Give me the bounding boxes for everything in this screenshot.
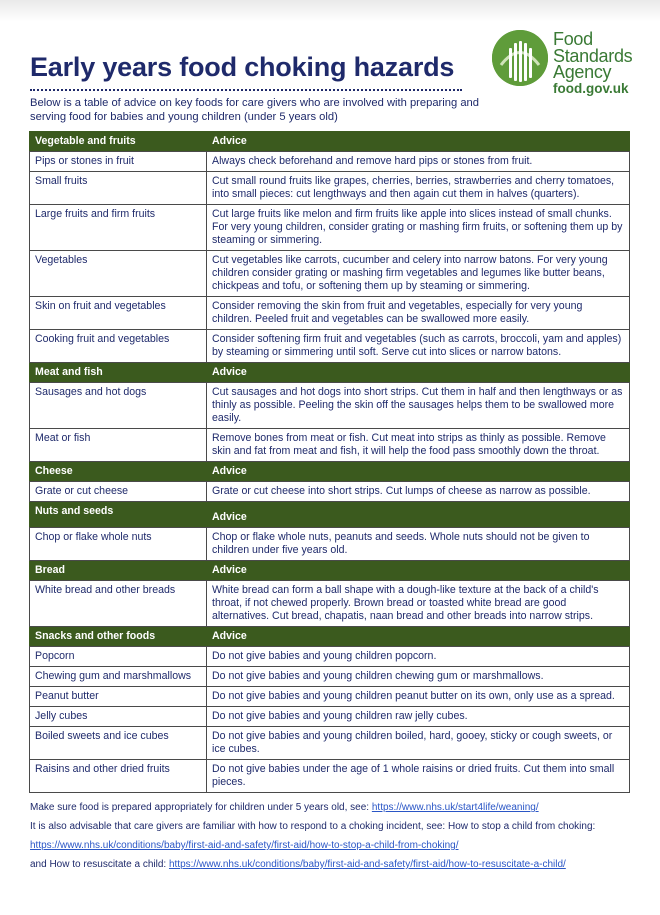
- table-row: [30, 383, 630, 429]
- table-row: [30, 152, 630, 172]
- table-row: [30, 707, 630, 727]
- footer-text: Make sure food is prepared appropriately for children under 5 years old, see:: [30, 802, 372, 813]
- section-title: Meat and fish: [30, 363, 207, 383]
- section-title: Vegetable and fruits: [30, 132, 207, 152]
- section-title: Bread: [30, 561, 207, 581]
- viewer-top-bar: [0, 0, 660, 22]
- fsa-logo: [492, 30, 642, 100]
- table-row: [30, 647, 630, 667]
- table-row: [30, 727, 630, 760]
- advice-cell: Consider removing the skin from fruit and vegetables, especially for very young children. Peeled fruit and vegetables can be swallowed more easily.: [207, 297, 630, 330]
- food-cell: Cooking fruit and vegetables: [30, 330, 207, 363]
- footer-line-weaning: [30, 798, 630, 817]
- advice-cell: Do not give babies and young children peanut butter on its own, only use as a spread.: [207, 687, 630, 707]
- food-cell: Peanut butter: [30, 687, 207, 707]
- footer-text: It is also advisable that care givers are familiar with how to respond to a choking incident, see: How to stop a child from choking:: [30, 821, 596, 832]
- food-cell: Chop or flake whole nuts: [30, 528, 207, 561]
- food-cell: Large fruits and firm fruits: [30, 205, 207, 251]
- fsa-logo-wordmark: [553, 31, 632, 81]
- advice-header: Advice: [207, 462, 630, 482]
- table-row: [30, 330, 630, 363]
- table-row: [30, 482, 630, 502]
- footer-line-choking: [30, 817, 630, 855]
- food-cell: Jelly cubes: [30, 707, 207, 727]
- section-title: Cheese: [30, 462, 207, 482]
- advice-cell: Cut small round fruits like grapes, cherries, berries, strawberries and cherry tomatoes, into small pieces: cut lengthways and then again cut them in halves (quarters).: [207, 172, 630, 205]
- food-cell: Meat or fish: [30, 429, 207, 462]
- section-header-row: [30, 462, 630, 482]
- table-row: [30, 251, 630, 297]
- section-header-row: [30, 561, 630, 581]
- table-row: [30, 667, 630, 687]
- food-cell: Chewing gum and marshmallows: [30, 667, 207, 687]
- page-title: Early years food choking hazards: [30, 52, 455, 82]
- advice-cell: Cut sausages and hot dogs into short strips. Cut them in half and then lengthways or as thinly as possible. Peeling the skin off the sausages helps them to be swallowed more easily.: [207, 383, 630, 429]
- table-row: [30, 429, 630, 462]
- advice-cell: Always check beforehand and remove hard pips or stones from fruit.: [207, 152, 630, 172]
- stop-choking-link[interactable]: https://www.nhs.uk/conditions/baby/first-aid-and-safety/first-aid/how-to-stop-a-child-from-choking/: [30, 840, 459, 851]
- logo-url: food.gov.uk: [553, 81, 629, 96]
- advice-header: Advice: [207, 132, 630, 152]
- footer-line-resuscitate: [30, 855, 630, 874]
- resuscitate-link[interactable]: https://www.nhs.uk/conditions/baby/first-aid-and-safety/first-aid/how-to-resuscitate-a-child/: [168, 859, 566, 870]
- food-cell: Sausages and hot dogs: [30, 383, 207, 429]
- advice-cell: Do not give babies and young children boiled, hard, gooey, sticky or cough sweets, or ice cubes.: [207, 727, 630, 760]
- table-row: [30, 172, 630, 205]
- food-cell: Raisins and other dried fruits: [30, 760, 207, 793]
- food-cell: Popcorn: [30, 647, 207, 667]
- table-row: [30, 205, 630, 251]
- section-header-row: [30, 363, 630, 383]
- advice-header: Advice: [207, 561, 630, 581]
- advice-cell: Consider softening firm fruit and vegetables (such as carrots, broccoli, yam and apples) by steaming or simmering until soft. Serve cut into slices or narrow batons.: [207, 330, 630, 363]
- intro-text: Below is a table of advice on key foods for care givers who are involved with preparing and serving food for babies and young children (under 5 years old): [30, 97, 479, 123]
- food-cell: Skin on fruit and vegetables: [30, 297, 207, 330]
- advice-cell: White bread can form a ball shape with a dough-like texture at the back of a child's throat, if not chewed properly. Brown bread or toasted white bread are good alternatives. Cut bread, chapatis, naan bread and other breads into narrow strips.: [207, 581, 630, 627]
- choking-hazards-table: [29, 131, 630, 793]
- advice-cell: Cut large fruits like melon and firm fruits like apple into slices instead of small chunks. For very young children, consider grating or mashing firm fruits, or softening them up by steaming or simmering.: [207, 205, 630, 251]
- section-title: Nuts and seeds: [30, 502, 207, 528]
- food-cell: Boiled sweets and ice cubes: [30, 727, 207, 760]
- table-row: [30, 528, 630, 561]
- food-cell: Small fruits: [30, 172, 207, 205]
- footer-text: and How to resuscitate a child:: [30, 859, 169, 870]
- food-cell: Vegetables: [30, 251, 207, 297]
- advice-cell: Do not give babies and young children popcorn.: [207, 647, 630, 667]
- logo-line-2: Standards: [553, 45, 633, 66]
- food-cell: White bread and other breads: [30, 581, 207, 627]
- advice-cell: Do not give babies under the age of 1 whole raisins or dried fruits. Cut them into small pieces.: [207, 760, 630, 793]
- table-row: [30, 687, 630, 707]
- advice-cell: Remove bones from meat or fish. Cut meat into strips as thinly as possible. Remove skin and fat from meat and fish, it will help the food pass smoothly down the throat.: [207, 429, 630, 462]
- table-row: [30, 581, 630, 627]
- footer-notes: [30, 798, 630, 874]
- advice-cell: Do not give babies and young children chewing gum or marshmallows.: [207, 667, 630, 687]
- advice-cell: Do not give babies and young children raw jelly cubes.: [207, 707, 630, 727]
- section-title: Snacks and other foods: [30, 627, 207, 647]
- logo-line-3: Agency: [553, 62, 612, 82]
- table-row: [30, 760, 630, 793]
- food-cell: Grate or cut cheese: [30, 482, 207, 502]
- section-header-row: [30, 627, 630, 647]
- food-cell: Pips or stones in fruit: [30, 152, 207, 172]
- advice-header: Advice: [207, 502, 630, 528]
- fsa-logo-emblem-icon: [492, 30, 548, 86]
- logo-line-1: Food: [553, 29, 593, 49]
- advice-cell: Chop or flake whole nuts, peanuts and seeds. Whole nuts should not be given to children under five years old.: [207, 528, 630, 561]
- advice-cell: Grate or cut cheese into short strips. Cut lumps of cheese as narrow as possible.: [207, 482, 630, 502]
- section-header-row: [30, 132, 630, 152]
- advice-cell: Cut vegetables like carrots, cucumber and celery into narrow batons. For very young children consider grating or mashing firm vegetables and legumes like butter beans, chickpeas and tofu, or softening them up by steaming or simmering.: [207, 251, 630, 297]
- table-row: [30, 297, 630, 330]
- advice-header: Advice: [207, 363, 630, 383]
- title-dotted-rule: [30, 89, 462, 91]
- section-header-row: [30, 502, 630, 528]
- weaning-link[interactable]: https://www.nhs.uk/start4life/weaning/: [371, 802, 539, 813]
- advice-header: Advice: [207, 627, 630, 647]
